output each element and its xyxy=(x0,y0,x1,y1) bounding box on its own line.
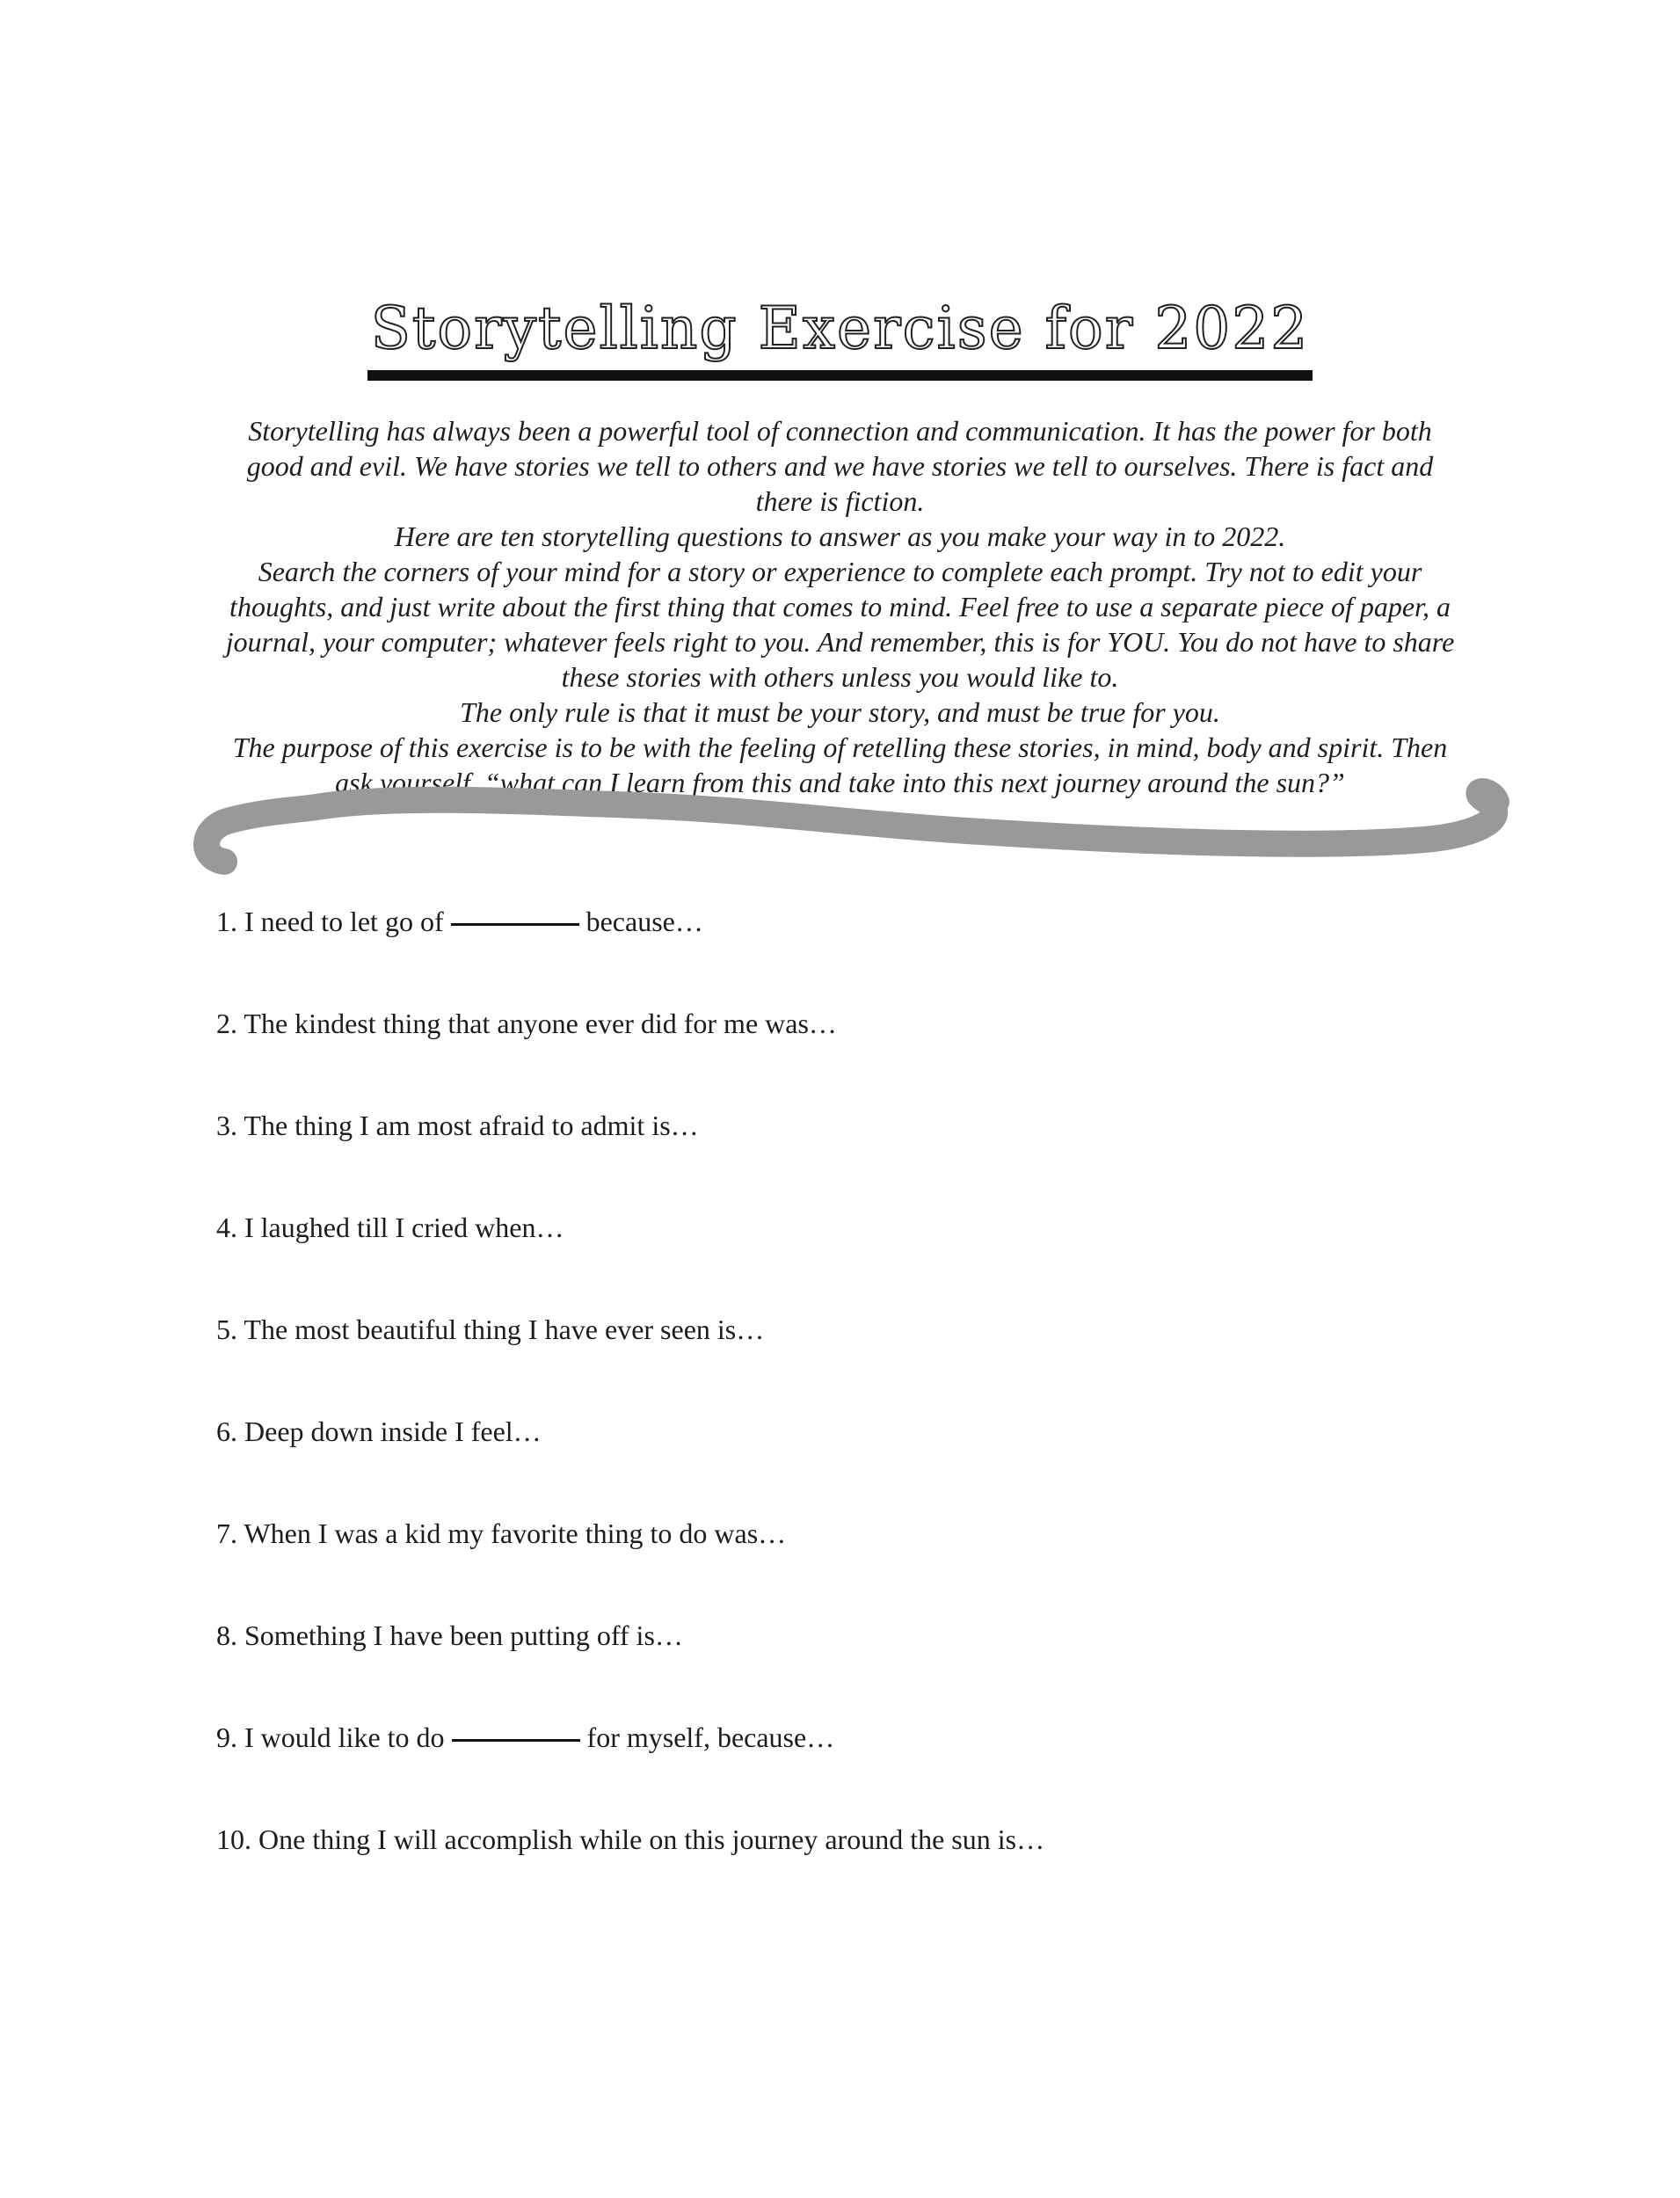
intro-paragraph: Storytelling has always been a powerful tool of connection and communication. It has the power for both good and evil. We have stories we tell to others and we have stories we tell to ourselves. There is fact and there is fiction. xyxy=(246,415,1434,517)
prompt-item xyxy=(216,1110,699,1142)
prompt-text: 3. The thing I am most afraid to admit is… xyxy=(216,1110,699,1141)
intro-paragraph: The purpose of this exercise is to be with the feeling of retelling these stories, in mind, body and spirit. Then ask yourself, “what can I learn from this and take into this next journey around the sun?” xyxy=(232,731,1448,798)
prompt-text-continued: because… xyxy=(585,906,703,937)
prompt-text: 5. The most beautiful thing I have ever seen is… xyxy=(216,1314,765,1345)
fill-in-blank xyxy=(451,923,579,926)
page-title: Storytelling Exercise for 2022 xyxy=(367,297,1313,381)
prompt-item xyxy=(216,1619,683,1652)
prompt-item xyxy=(216,906,703,938)
prompt-item xyxy=(216,1212,564,1244)
prompt-item xyxy=(216,1008,837,1040)
prompt-text: 6. Deep down inside I feel… xyxy=(216,1416,542,1447)
prompt-item xyxy=(216,1517,786,1550)
prompt-text: 7. When I was a kid my favorite thing to do was… xyxy=(216,1517,787,1549)
intro-paragraph: Search the corners of your mind for a story or experience to complete each prompt. Try not to edit your thoughts, and just write about the first thing that comes to mind. Feel free to use a separate piece of paper, a journal, your computer; whatever feels right to you. And remember, this is for YOU. You do not have to share these stories with others unless you would like to. xyxy=(225,556,1455,693)
prompt-text: 8. Something I have been putting off is… xyxy=(216,1619,683,1651)
intro-paragraph: Here are ten storytelling questions to answer as you make your way in to 2022. xyxy=(394,520,1286,552)
prompt-item xyxy=(216,1823,1044,1856)
prompt-text: 2. The kindest thing that anyone ever did for me was… xyxy=(216,1008,837,1039)
prompt-text: 9. I would like to do xyxy=(216,1721,445,1753)
swoosh-divider xyxy=(0,0,1680,906)
fill-in-blank xyxy=(452,1739,580,1742)
prompt-item xyxy=(216,1416,542,1448)
prompt-text: 1. I need to let go of xyxy=(216,906,444,937)
intro-paragraph: The only rule is that it must be your story, and must be true for you. xyxy=(460,696,1220,728)
prompt-item xyxy=(216,1314,764,1346)
prompt-text: 4. I laughed till I cried when… xyxy=(216,1212,564,1243)
prompt-text-continued: for myself, because… xyxy=(586,1721,835,1753)
prompt-item xyxy=(216,1721,834,1754)
prompt-text: 10. One thing I will accomplish while on this journey around the sun is… xyxy=(216,1823,1045,1855)
